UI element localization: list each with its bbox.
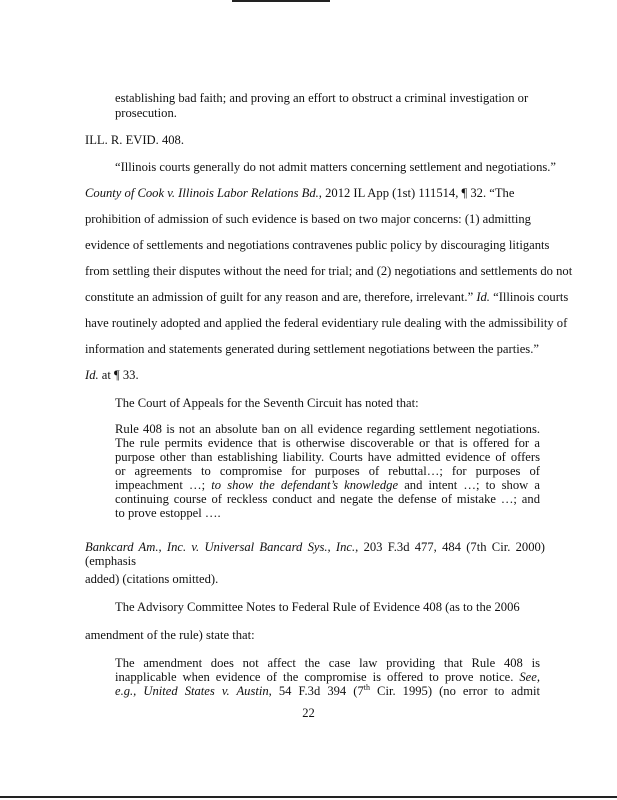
text-segment: , 54 F.3d 394 (7 — [268, 684, 364, 698]
text-segment: The Advisory Committee Notes to Federal Rule of Evidence 408 (as to the 2006 — [115, 600, 520, 614]
text-line — [85, 212, 531, 226]
text-segment: from settling their disputes without the need for trial; and (2) negotiations and settlements do not — [85, 264, 573, 278]
text-segment: impeachment …; — [115, 478, 212, 492]
text-line — [115, 656, 540, 670]
text-segment: , 2012 IL App (1st) 111514, ¶ 32. “The — [318, 186, 515, 200]
text-line — [115, 450, 540, 464]
text-line — [85, 342, 539, 356]
bottom-edge-rule — [0, 796, 617, 798]
italic-citation-text: Bankcard Am., Inc. v. Universal Bancard Sys., Inc. — [85, 540, 356, 554]
text-line — [115, 478, 540, 492]
text-line — [85, 186, 514, 200]
text-segment: added) (citations omitted). — [85, 572, 219, 586]
text-segment: th — [363, 682, 370, 692]
text-line — [115, 464, 540, 478]
text-line — [115, 91, 528, 105]
text-line — [85, 368, 139, 382]
text-segment: Cir. 1995) (no error to admit — [370, 684, 540, 698]
text-line — [115, 670, 540, 684]
text-segment: evidence of settlements and negotiations contravenes public policy by discouraging litigants — [85, 238, 550, 252]
text-line — [115, 160, 556, 174]
text-line — [115, 492, 540, 506]
page-number: 22 — [302, 706, 315, 720]
text-segment: The rule permits evidence that is otherwise discoverable or that is offered for a — [115, 436, 540, 450]
text-segment: continuing course of reckless conduct and negate the defense of mistake …; and — [115, 492, 540, 506]
text-segment: and intent …; to show a — [398, 478, 540, 492]
text-line — [115, 600, 520, 614]
top-edge-rule — [232, 0, 330, 2]
text-segment: Rule 408 is not an absolute ban on all evidence regarding settlement negotiations. — [115, 422, 540, 436]
text-line — [115, 396, 419, 410]
text-line — [115, 422, 540, 436]
text-segment: , 203 F.3d 477, 484 (7th Cir. 2000) (emphasis — [85, 540, 545, 568]
italic-citation-text: to show the defendant’s knowledge — [211, 478, 399, 492]
italic-citation-text: See, — [519, 670, 540, 684]
text-segment: amendment of the rule) state that: — [85, 628, 255, 642]
text-segment: ILL. R. EVID. 408. — [85, 133, 184, 147]
text-segment: to prove estoppel …. — [115, 506, 221, 520]
text-segment: prosecution. — [115, 106, 177, 120]
text-line — [115, 506, 221, 520]
text-line — [85, 238, 549, 252]
text-line — [115, 436, 540, 450]
text-segment: “Illinois courts generally do not admit matters concerning settlement and negotiations.” — [115, 160, 557, 174]
italic-citation-text: e.g., United States v. Austin — [115, 684, 269, 698]
italic-citation-text: Id. — [85, 368, 99, 382]
text-segment: have routinely adopted and applied the federal evidentiary rule dealing with the admissibility of — [85, 316, 568, 330]
text-line — [115, 684, 540, 698]
text-segment: constitute an admission of guilt for any reason and are, therefore, irrelevant.” — [85, 290, 477, 304]
text-segment: or agreements to compromise for purposes of rebuttal…; for purposes of — [115, 464, 540, 478]
text-line — [115, 106, 177, 120]
text-segment: The amendment does not affect the case law providing that Rule 408 is — [115, 656, 540, 670]
italic-citation-text: County of Cook v. Illinois Labor Relations Bd. — [85, 186, 319, 200]
text-line — [85, 628, 255, 642]
text-line — [85, 133, 184, 147]
italic-citation-text: Id. — [476, 290, 490, 304]
text-line — [85, 290, 568, 304]
text-segment: purpose other than establishing liability. Courts have admitted evidence of offers — [115, 450, 540, 464]
text-line — [85, 540, 545, 568]
text-line — [85, 316, 567, 330]
text-segment: The Court of Appeals for the Seventh Circuit has noted that: — [115, 396, 419, 410]
text-segment: inapplicable when evidence of the compromise is offered to prove notice. — [115, 670, 520, 684]
text-segment: at ¶ 33. — [98, 368, 139, 382]
text-segment: prohibition of admission of such evidence is based on two major concerns: (1) admitting — [85, 212, 531, 226]
text-line — [85, 572, 218, 586]
text-segment: information and statements generated during settlement negotiations between the parties.” — [85, 342, 539, 356]
text-segment: “Illinois courts — [489, 290, 569, 304]
text-line — [85, 264, 572, 278]
text-segment: establishing bad faith; and proving an effort to obstruct a criminal investigation or — [115, 91, 529, 105]
